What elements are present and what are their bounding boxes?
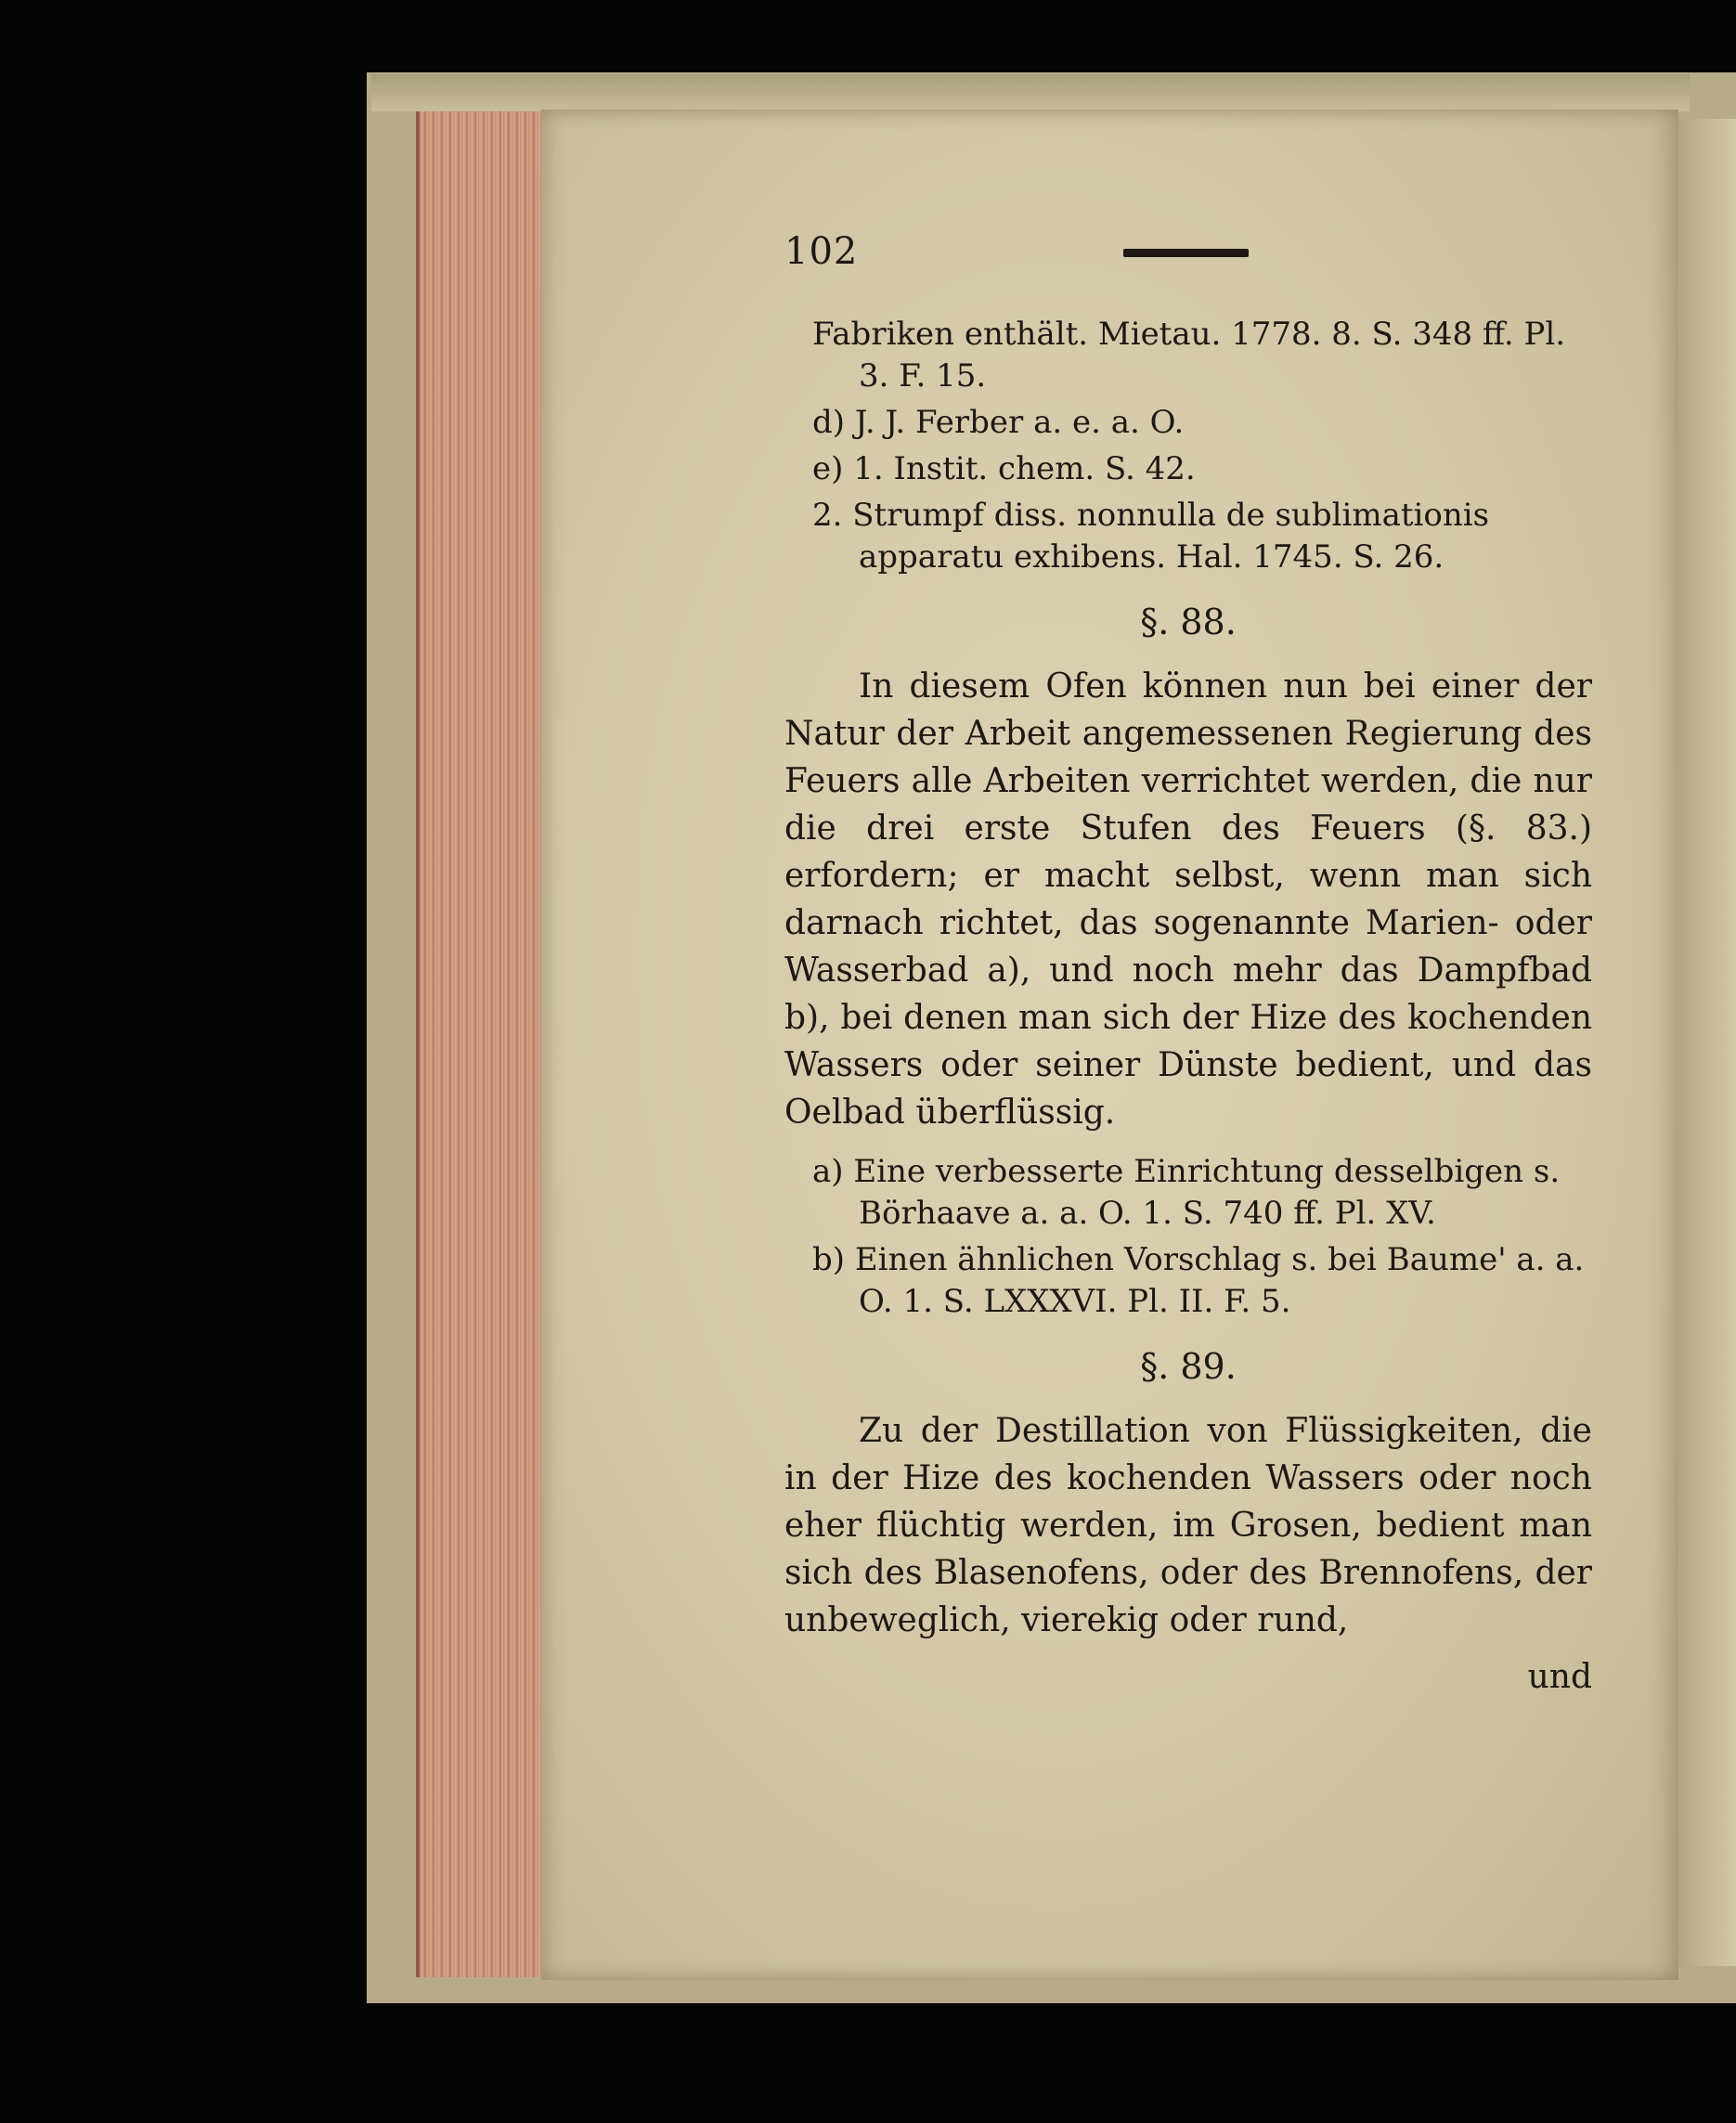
book-top-edge [371,74,1690,111]
section-88-footnotes [784,1151,1592,1323]
section-88-body: In diesem Ofen können nun bei einer der Natur der Arbeit angemessenen Regierung des Feuers alle Arbeiten verrichtet werden, die nur die drei erste Stufen des Feuers (§. 83.) erfordern; er macht selbst, wenn man sich darnach richtet, das sogenannte Marien- oder Wasserbad a), und noch mehr das Dampfbad b), bei denen man sich der Hize des kochenden Wassers oder seiner Dünste bedient, und das Oelbad überflüssig. [784,667,1592,1132]
footnote-e: e) 1. Instit. chem. S. 42. [812,450,1196,487]
header-rule [1123,249,1249,257]
section-89-heading: §. 89. [1140,1346,1237,1387]
footnote-e-2: 2. Strumpf diss. nonnulla de sublimationis apparatu exhibens. Hal. 1745. S. 26. [812,497,1490,576]
footnote-a: a) Eine verbesserte Einrichtung desselbigen s. Börhaave a. a. O. 1. S. 740 ff. Pl. XV. [812,1153,1561,1232]
catchword: und [1527,1658,1592,1696]
page-number: 102 [784,230,859,273]
section-89-body: Zu der Destillation von Flüssigkeiten, die in der Hize des kochenden Wassers oder noch eher flüchtig werden, im Grosen, bedient man sich des Blasenofens, oder des Brennofens, der unbeweglich, vierekig oder rund, [784,1412,1592,1639]
facing-page-edge [1678,119,1736,1966]
page-header [784,230,1578,286]
footnote-continuation: Fabriken enthält. Mietau. 1778. 8. S. 348 ff. Pl. 3. F. 15. [812,316,1566,395]
footnotes-top [784,314,1592,578]
section-88-heading: §. 88. [1140,602,1237,642]
page-edges [416,111,545,1977]
footnote-d: d) J. J. Ferber a. e. a. O. [812,404,1185,441]
footnote-b: b) Einen ähnlichen Vorschlag s. bei Baume' a. a. O. 1. S. LXXXVI. Pl. II. F. 5. [812,1241,1585,1320]
page-text [784,314,1592,1701]
